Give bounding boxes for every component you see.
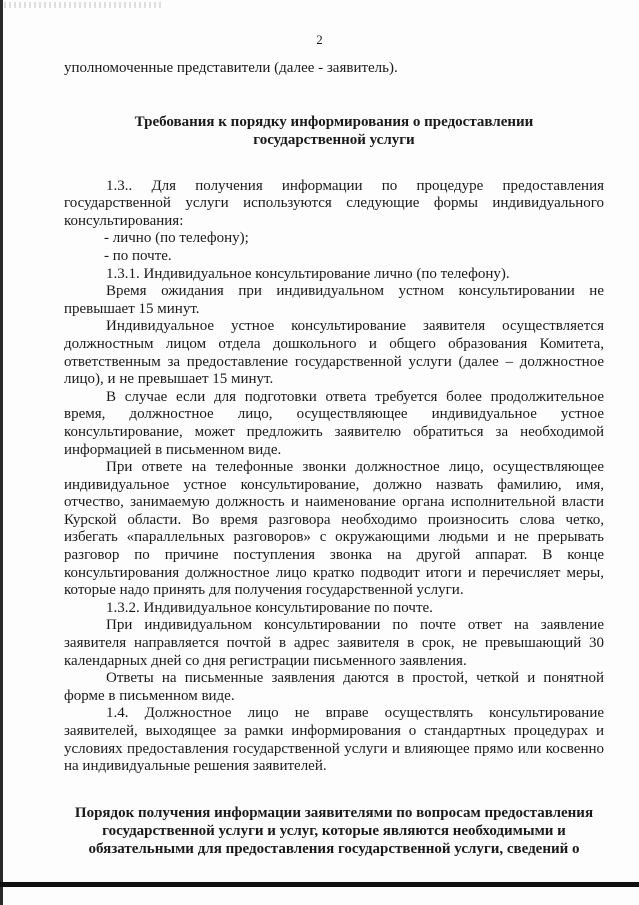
paragraph-1-3: 1.3.. Для получения информации по процедуре предоставления государственной услуги используются следующие формы индивидуального консультирования: (64, 177, 604, 229)
scan-bottom-edge (0, 882, 639, 887)
paragraph-continuation: уполномоченные представители (далее - заявитель). (64, 60, 398, 76)
paragraph-mail-consulting: При индивидуальном консультировании по почте ответ на заявление заявителя направляется почтой в адрес заявителя в срок, не превышающий 30 календарных дней со дня регистрации письменного заявления. (64, 617, 604, 669)
scan-left-edge (0, 0, 3, 905)
document-body (64, 60, 604, 858)
list-item-phone: - лично (по телефону); (104, 230, 249, 247)
list-item-mail: - по почте. (104, 247, 172, 264)
paragraph-written-answers: Ответы на письменные заявления даются в простой, четкой и понятной форме в письменном виде. (64, 670, 604, 704)
paragraph-wait-time: Время ожидания при индивидуальном устном консультировании не превышает 15 минут. (64, 283, 604, 317)
paragraph-phone-calls: При ответе на телефонные звонки должностное лицо, осуществляющее индивидуальное устное консультирование, должно назвать фамилию, имя, отчество, занимаемую должность и наименование органа исполнительной власти Курской области. Во время разговора необходимо произносить слова четко, избегать «параллельных разговоров» с окружающими людьми и не прерывать разговор по причине поступления звонка на другой аппарат. В конце консультирования должностное лицо кратко подводит итоги и перечисляет меры, которые надо принять для получения государственной услуги. (64, 459, 604, 599)
paragraph-1-3-2: 1.3.2. Индивидуальное консультирование по почте. (106, 599, 433, 616)
section-heading-procedure: Порядок получения информации заявителями по вопросам предоставления государственной услуги и услуг, которые являются необходимыми и обязательными для предоставления государственной услуги, сведений о (74, 804, 594, 857)
scan-artifact (4, 2, 164, 8)
paragraph-1-3-1: 1.3.1. Индивидуальное консультирование лично (по телефону). (106, 265, 510, 282)
page-number: 2 (316, 32, 323, 47)
paragraph-1-4: 1.4. Должностное лицо не вправе осуществлять консультирование заявителей, выходящее за рамки информирования о стандартных процедурах и условиях предоставления государственной услуги и влияющее прямо или косвенно на индивидуальные решения заявителей. (64, 705, 604, 775)
paragraph-oral-consulting: Индивидуальное устное консультирование заявителя осуществляется должностным лицом отдела дошкольного и общего образования Комитета, ответственным за предоставление государственной услуги (далее – должностное лицо), и не превышает 15 минут. (64, 318, 604, 388)
section-heading-informing: Требования к порядку информирования о предоставлении государственной услуги (134, 113, 534, 148)
paragraph-written-form: В случае если для подготовки ответа требуется более продолжительное время, должностное лицо, осуществляющее индивидуальное устное консультирование, может предложить заявителю обратиться за необходимой информацией в письменном виде. (64, 388, 604, 458)
